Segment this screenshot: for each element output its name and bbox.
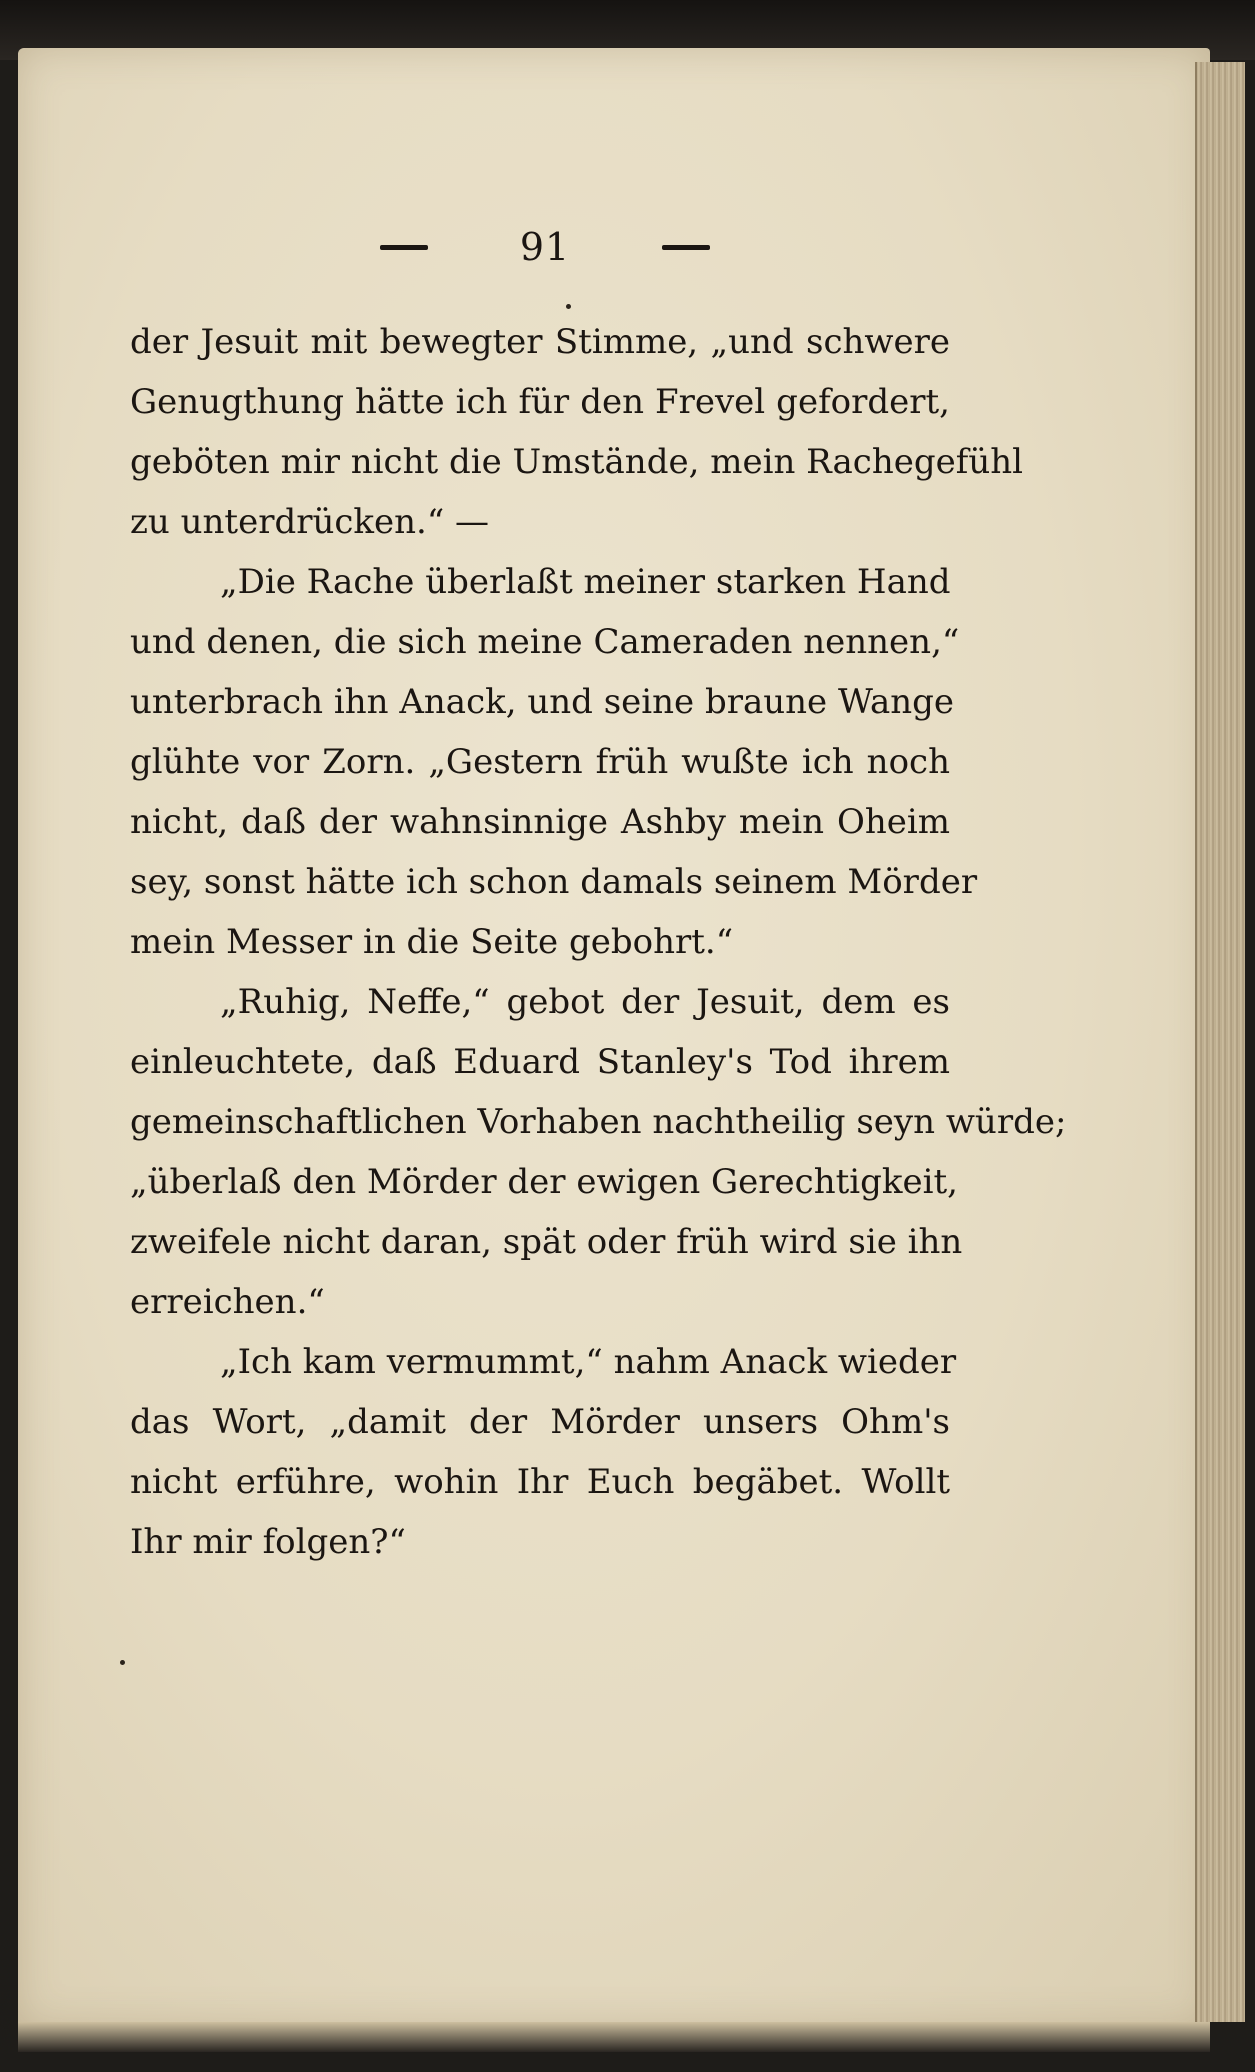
paragraph [130,972,1067,1332]
text-line: zweifele nicht daran, spät oder früh wird sie ihn [130,1222,963,1262]
text-line: der Jesuit mit bewegter Stimme, „und schwere [130,322,950,362]
page-number: 91 [519,225,571,269]
text-line: glühte vor Zorn. „Gestern früh wußte ich noch [130,742,950,782]
text-line: nicht, daß der wahnsinnige Ashby mein Oheim [130,802,950,842]
text-line: unterbrach ihn Anack, und seine braune Wange [130,682,955,722]
text-line: Genugthung hätte ich für den Frevel gefordert, [130,382,950,422]
text-line: „überlaß den Mörder der ewigen Gerechtigkeit, [130,1162,958,1202]
page-header [380,222,710,272]
paragraph [130,1332,957,1572]
text-line: nicht erführe, wohin Ihr Euch begäbet. Wollt [130,1462,950,1502]
text-line: das Wort, „damit der Mörder unsers Ohm's [130,1402,950,1442]
text-line: mein Messer in die Seite gebohrt.“ [130,922,734,962]
body-text [130,312,1067,1572]
text-line: sey, sonst hätte ich schon damals seinem Mörder [130,862,978,902]
page-fore-edge [1195,62,1245,2022]
paragraph [130,552,978,972]
text-line: „Ich kam vermummt,“ nahm Anack wieder [220,1342,957,1382]
text-line: gemeinschaftlichen Vorhaben nachtheilig seyn würde; [130,1102,1067,1142]
text-line: einleuchtete, daß Eduard Stanley's Tod ihrem [130,1042,950,1082]
text-line: „Die Rache überlaßt meiner starken Hand [220,562,951,602]
text-line: „Ruhig, Neffe,“ gebot der Jesuit, dem es [220,982,950,1022]
text-line: Ihr mir folgen?“ [130,1522,406,1562]
paragraph [130,312,1023,552]
paper-speck [120,1660,125,1665]
text-line: zu unterdrücken.“ — [130,502,490,542]
text-line: geböten mir nicht die Umstände, mein Rachegefühl [130,442,1023,482]
page-bottom-edge [18,2022,1210,2052]
text-line: und denen, die sich meine Cameraden nennen,“ [130,622,960,662]
text-line: erreichen.“ [130,1282,325,1322]
paper-speck [566,304,571,309]
header-dash-right [662,245,710,250]
header-dash-left [380,245,428,250]
